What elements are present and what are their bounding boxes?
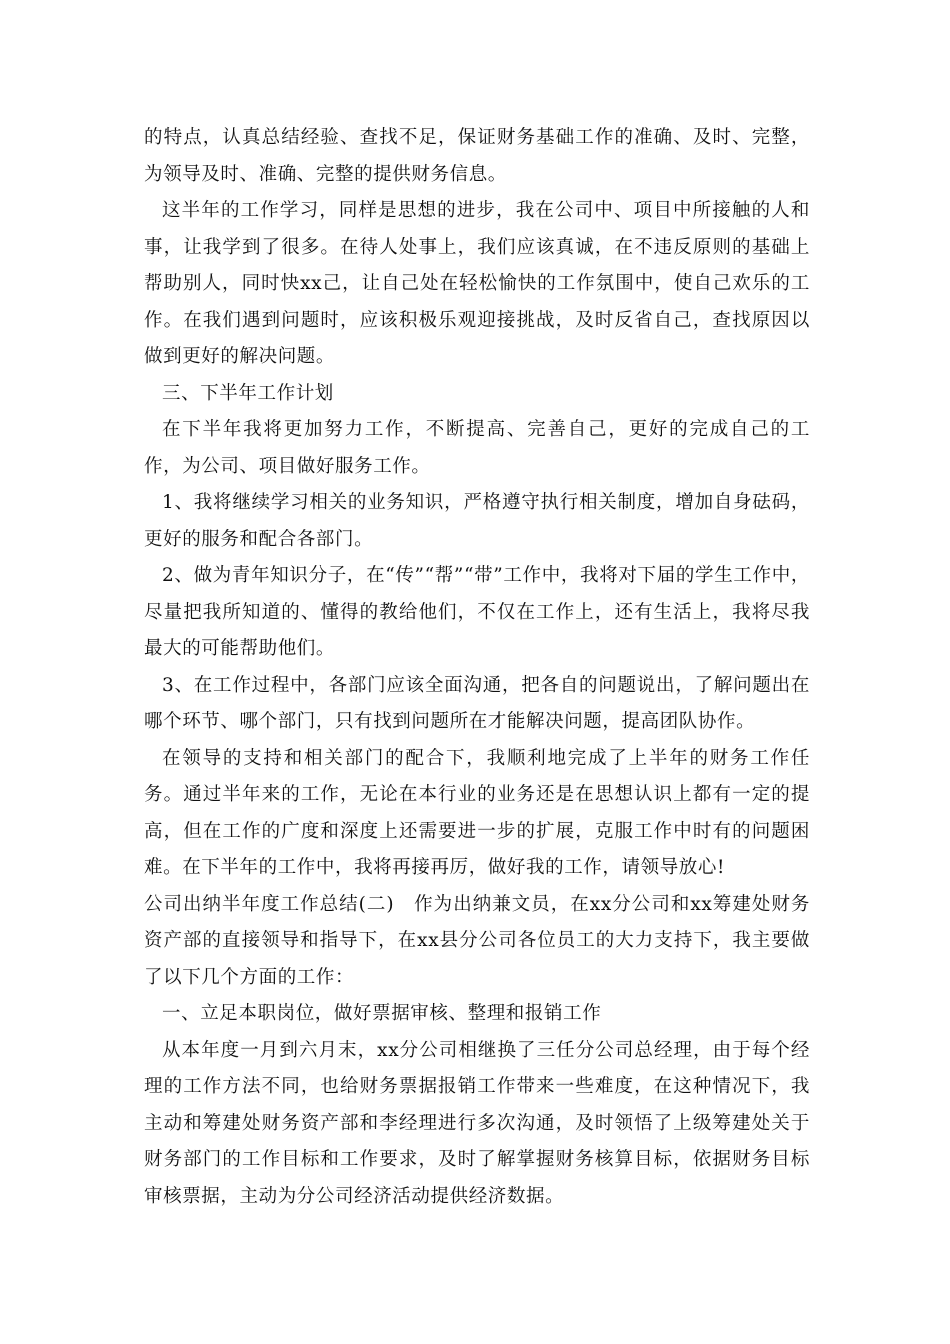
- section-heading-receipts: 一、立足本职岗位，做好票据审核、整理和报销工作: [162, 1003, 602, 1024]
- paragraph-study-progress: 这半年的工作学习，同样是思想的进步，我在公司中、项目中所接触的人和事，让我学到了很多。在待人处事上，我们应该真诚，在不违反原则的基础上帮助别人，同时快xx己，让自己处在轻松愉快的工作氛围中，使自己欢乐的工作。在我们遇到问题时，应该积极乐观迎接挑战，及时反省自己，查找原因以做到更好的解决问题。: [144, 200, 810, 367]
- paragraph-plan-intro: 在下半年我将更加努力工作，不断提高、完善自己，更好的完成自己的工作，为公司、项目做好服务工作。: [144, 419, 810, 477]
- plan-item-2: 2、做为青年知识分子，在“传”“帮”“带”工作中，我将对下届的学生工作中，尽量把我所知道的、懂得的教给他们，不仅在工作上，还有生活上，我将尽我最大的可能帮助他们。: [144, 565, 810, 659]
- paragraph-summary-two-intro: 公司出纳半年度工作总结(二) 作为出纳兼文员，在xx分公司和xx筹建处财务资产部的直接领导和指导下，在xx县分公司各位员工的大力支持下，我主要做了以下几个方面的工作：: [144, 893, 810, 988]
- plan-item-1: 1、我将继续学习相关的业务知识，严格遵守执行相关制度，增加自身砝码，更好的服务和配合各部门。: [144, 492, 810, 550]
- section-heading-plan: 三、下半年工作计划: [162, 382, 334, 404]
- document-body: [144, 120, 810, 1215]
- paragraph-receipts-detail: 从本年度一月到六月末，xx分公司相继换了三任分公司总经理，由于每个经理的工作方法不同，也给财务票据报销工作带来一些难度，在这种情况下，我主动和筹建处财务资产部和李经理进行多次沟通，及时领悟了上级筹建处关于财务部门的工作目标和工作要求，及时了解掌握财务核算目标，依据财务目标审核票据，主动为分公司经济活动提供经济数据。: [144, 1039, 810, 1207]
- plan-item-3: 3、在工作过程中，各部门应该全面沟通，把各自的问题说出，了解问题出在哪个环节、哪个部门，只有找到问题所在才能解决问题，提高团队协作。: [144, 674, 810, 732]
- paragraph-conclusion: 在领导的支持和相关部门的配合下，我顺利地完成了上半年的财务工作任务。通过半年来的工作，无论在本行业的业务还是在思想认识上都有一定的提高，但在工作的广度和深度上还需要进一步的扩展，克服工作中时有的问题困难。在下半年的工作中，我将再接再厉，做好我的工作，请领导放心!: [144, 747, 810, 878]
- paragraph-continuation: 的特点，认真总结经验、查找不足，保证财务基础工作的准确、及时、完整，为领导及时、准确、完整的提供财务信息。: [144, 127, 810, 185]
